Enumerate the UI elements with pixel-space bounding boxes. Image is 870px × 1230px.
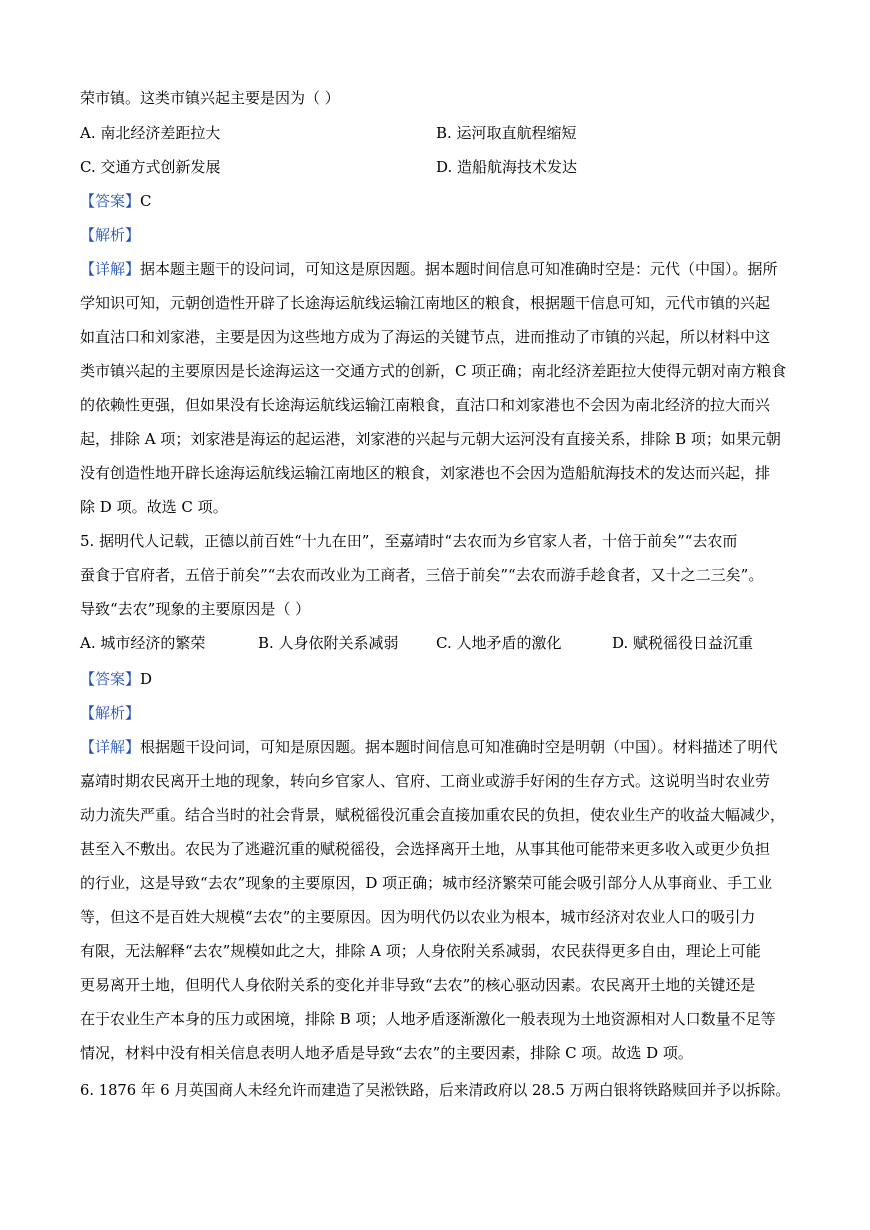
q4-answer-tag: 【答案】 bbox=[80, 192, 141, 210]
q5-detail-line bbox=[80, 737, 778, 757]
q4-detail-text: 据本题主题干的设问词，可知这是原因题。据本题时间信息可知准确时空是：元代（中国）。据所 bbox=[140, 260, 778, 278]
q4-detail-tag: 【详解】 bbox=[80, 260, 141, 278]
q5-detail-line: 在于农业生产本身的压力或困境，排除 B 项；人地矛盾逐渐激化一般表现为土地资源相对人口数量不足等 bbox=[80, 1010, 776, 1028]
q5-detail-line: 有限，无法解释“去农”规模如此之大，排除 A 项；人身依附关系减弱，农民获得更多自由，理论上可能 bbox=[80, 942, 761, 960]
q5-stem-line: 蚕食于官府者，五倍于前矣”“去农而改业为工商者，三倍于前矣”“去农而游手趁食者，又十之二三矣”。 bbox=[80, 566, 764, 584]
q5-detail-line: 动力流失严重。结合当时的社会背景，赋税徭役沉重会直接加重农民的负担，使农业生产的收益大幅减少， bbox=[80, 806, 786, 824]
q4-detail-line: 的依赖性更强，但如果没有长途海运航线运输江南粮食，直沽口和刘家港也不会因为南北经济的拉大而兴 bbox=[80, 396, 771, 414]
q6-stem-line: 6. 1876 年 6 月英国商人未经允许而建造了吴淞铁路，后来清政府以 28.5 万两白银将铁路赎回并予以拆除。 bbox=[80, 1081, 791, 1099]
q5-detail-line: 嘉靖时期农民离开土地的现象，转向乡官家人、官府、工商业或游手好闲的生存方式。这说明当时农业劳 bbox=[80, 772, 771, 790]
q5-answer-tag: 【答案】 bbox=[80, 670, 141, 688]
q4-stem-tail: 荣市镇。这类市镇兴起主要是因为（ ） bbox=[80, 89, 340, 107]
q5-option-c: C. 人地矛盾的激化 bbox=[436, 634, 562, 652]
q5-option-b: B. 人身依附关系减弱 bbox=[258, 634, 399, 652]
q5-stem-line: 5. 据明代人记载，正德以前百姓“十九在田”，至嘉靖时“去农而为乡官家人者，十倍于前矣”“去农而 bbox=[80, 532, 738, 550]
q4-answer-line bbox=[80, 191, 152, 211]
q5-option-a: A. 城市经济的繁荣 bbox=[80, 634, 206, 652]
q5-stem-line: 导致“去农”现象的主要原因是（ ） bbox=[80, 600, 311, 618]
q4-option-c: C. 交通方式创新发展 bbox=[80, 158, 221, 176]
q5-detail-line: 甚至入不敷出。农民为了逃避沉重的赋税徭役，会选择离开土地，从事其他可能带来更多收入或更少负担 bbox=[80, 840, 771, 858]
q4-option-a: A. 南北经济差距拉大 bbox=[80, 124, 221, 142]
q5-detail-line: 情况，材料中没有相关信息表明人地矛盾是导致“去农”的主要因素，排除 C 项。故选 D 项。 bbox=[80, 1044, 693, 1062]
q4-detail-line: 除 D 项。故选 C 项。 bbox=[80, 498, 228, 516]
q5-answer-line bbox=[80, 669, 152, 689]
q5-option-d: D. 赋税徭役日益沉重 bbox=[612, 634, 754, 652]
q4-option-b: B. 运河取直航程缩短 bbox=[436, 124, 577, 142]
q4-detail-line bbox=[80, 259, 778, 279]
q5-analysis-line bbox=[80, 703, 140, 723]
q4-analysis-line bbox=[80, 225, 140, 245]
q5-detail-line: 更易离开土地，但明代人身依附关系的变化并非导致“去农”的核心驱动因素。农民离开土地的关键还是 bbox=[80, 976, 756, 994]
q4-analysis-tag: 【解析】 bbox=[80, 226, 141, 244]
q4-answer-value: C bbox=[140, 192, 152, 210]
q5-detail-line: 等，但这不是百姓大规模“去农”的主要原因。因为明代仍以农业为根本，城市经济对农业人口的吸引力 bbox=[80, 908, 756, 926]
q5-detail-tag: 【详解】 bbox=[80, 738, 141, 756]
q4-detail-line: 学知识可知，元朝创造性开辟了长途海运航线运输江南地区的粮食，根据题干信息可知，元代市镇的兴起 bbox=[80, 294, 771, 312]
q4-detail-line: 如直沽口和刘家港，主要是因为这些地方成为了海运的关键节点，进而推动了市镇的兴起，所以材料中这 bbox=[80, 328, 771, 346]
q5-detail-text: 根据题干设问词，可知是原因题。据本题时间信息可知准确时空是明朝（中国）。材料描述了明代 bbox=[140, 738, 778, 756]
q5-answer-value: D bbox=[140, 670, 153, 688]
q4-option-d: D. 造船航海技术发达 bbox=[436, 158, 578, 176]
q4-detail-line: 类市镇兴起的主要原因是长途海运这一交通方式的创新，C 项正确；南北经济差距拉大使得元朝对南方粮食 bbox=[80, 362, 787, 380]
q4-detail-line: 没有创造性地开辟长途海运航线运输江南地区的粮食，刘家港也不会因为造船航海技术的发达而兴起，排 bbox=[80, 464, 771, 482]
q5-detail-line: 的行业，这是导致“去农”现象的主要原因，D 项正确；城市经济繁荣可能会吸引部分人从事商业、手工业 bbox=[80, 874, 773, 892]
q5-analysis-tag: 【解析】 bbox=[80, 704, 141, 722]
q4-detail-line: 起，排除 A 项；刘家港是海运的起运港，刘家港的兴起与元朝大运河没有直接关系，排除 B 项；如果元朝 bbox=[80, 430, 781, 448]
